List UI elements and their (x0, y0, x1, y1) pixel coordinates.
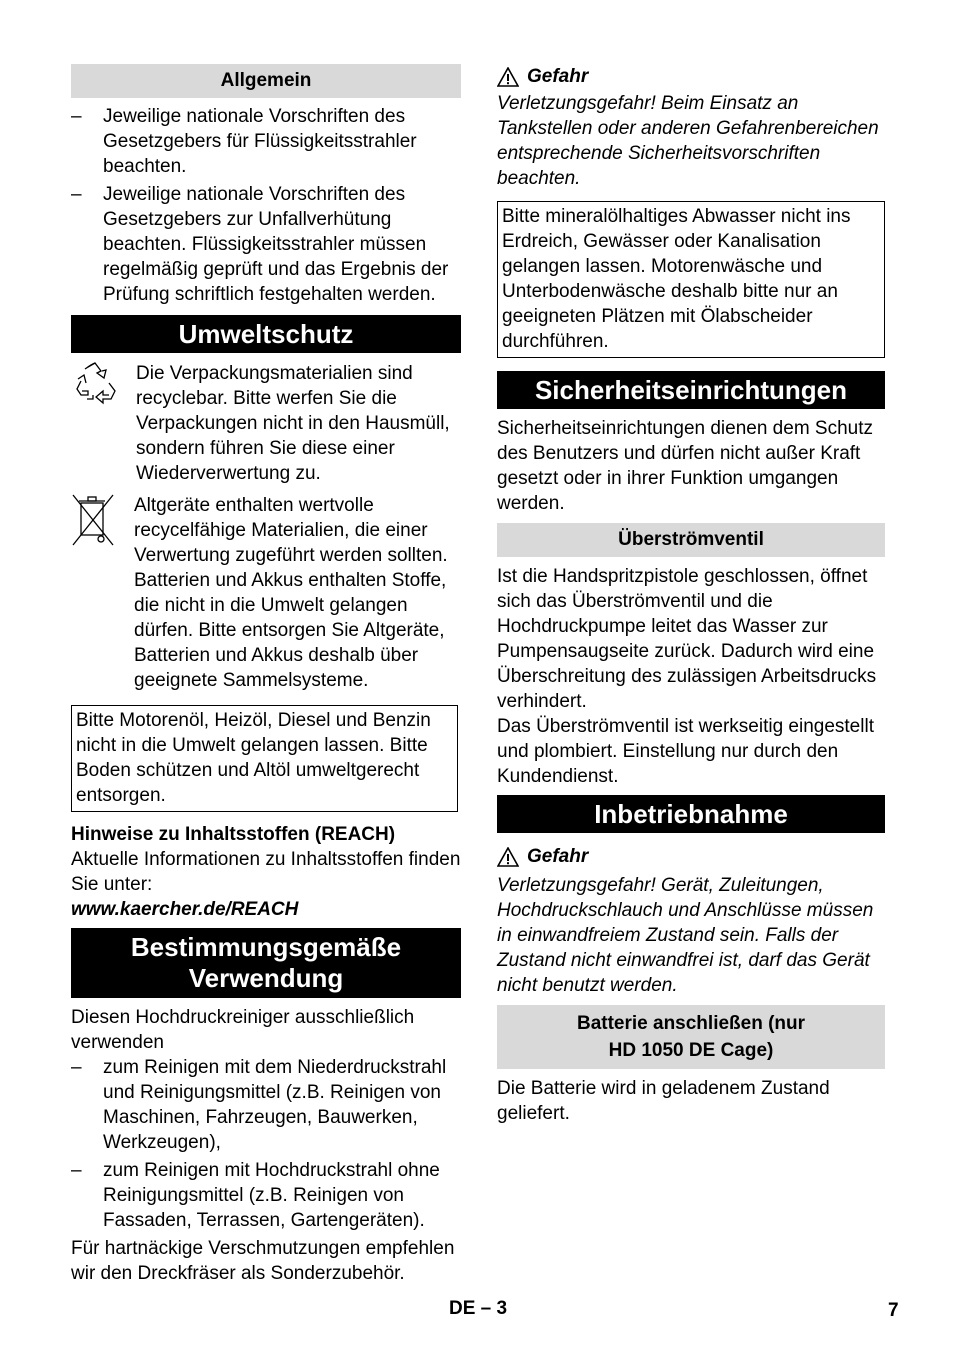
list-item: – Jeweilige nationale Vorschriften des Gesetzgebers für Flüssigkeitsstrahler beachten. (71, 104, 461, 179)
danger-text: Verletzungsgefahr! Gerät, Zuleitungen, Hochdruckschlauch und Anschlüsse müssen in einwandfreiem Zustand sein. Falls der Zustand nicht einwandfrei ist, darf das Gerät nicht benutzt werden. (497, 875, 874, 996)
recycling-text: Die Verpackungsmaterialien sind recyclebar. Bitte werfen Sie die Verpackungen nicht in den Hausmüll, sondern führen Sie diese einer Wiederverwertung zu. (136, 363, 450, 484)
danger-notice-title (497, 64, 885, 89)
warning-triangle-icon (497, 67, 519, 87)
right-column (497, 64, 885, 1126)
reach-text: Aktuelle Informationen zu Inhaltsstoffen finden Sie unter: (71, 849, 461, 895)
batterie-heading-line: HD 1050 DE Cage) (608, 1040, 774, 1061)
section-heading-sicherheit: Sicherheitseinrichtungen (497, 371, 885, 409)
oil-disposal-text: Bitte Motorenöl, Heizöl, Diesel und Benzin nicht in die Umwelt gelangen lassen. Bitte Boden schützen und Altöl umweltgerecht entsorgen. (76, 710, 431, 806)
danger-text: Verletzungsgefahr! Beim Einsatz an Tankstellen oder anderen Gefahrenbereichen entsprechende Sicherheitsvorschriften beachten. (497, 93, 879, 189)
batterie-text: Die Batterie wird in geladenem Zustand geliefert. (497, 1078, 830, 1124)
wastewater-text: Bitte mineralölhaltiges Abwasser nicht ins Erdreich, Gewässer oder Kanalisation gelangen lassen. Motorenwäsche und Unterbodenwäsche deshalb bitte nur an geeigneten Plätzen mit Ölabscheider durchführen. (502, 206, 851, 352)
danger-title: Gefahr (527, 66, 589, 87)
bestimmung-list (71, 1055, 461, 1233)
ueberstroem-text-2: Das Überströmventil ist werkseitig eingestellt und plombiert. Einstellung nur durch den Kundendienst. (497, 716, 874, 787)
left-column (71, 64, 461, 1286)
bestimmung-intro: Diesen Hochdruckreiniger ausschließlich verwenden (71, 1007, 415, 1053)
wastewater-notice (497, 201, 885, 358)
crossed-bin-icon (71, 493, 134, 554)
reach-link[interactable]: www.kaercher.de/REACH (71, 899, 299, 920)
section-heading-umweltschutz: Umweltschutz (71, 315, 461, 353)
footer-page-number: 7 (888, 1300, 899, 1321)
reach-title: Hinweise zu Inhaltsstoffen (REACH) (71, 824, 396, 845)
bestimmung-outro: Für hartnäckige Verschmutzungen empfehlen wir den Dreckfräser als Sonderzubehör. (71, 1238, 455, 1284)
allgemein-list (71, 104, 461, 307)
list-item: – zum Reinigen mit Hochdruckstrahl ohne Reinigungsmittel (z.B. Reinigen von Fassaden, Terrassen, Gartengeräten). (71, 1158, 461, 1233)
danger-notice-title (497, 844, 885, 869)
weee-text: Altgeräte enthalten wertvolle recycelfähige Materialien, die einer Verwertung zugeführt werden sollten. Batterien und Akkus enthalten Stoffe, die nicht in die Umwelt gelangen dürfen. Bitte entsorgen Sie Altgeräte, Batterien und Akkus deshalb über geeignete Sammelsysteme. (134, 495, 448, 691)
section-heading-inbetriebnahme: Inbetriebnahme (497, 795, 885, 833)
oil-disposal-notice (71, 705, 458, 812)
section-heading-allgemein: Allgemein (71, 64, 461, 98)
recycling-notice (71, 361, 461, 486)
sicherheit-text: Sicherheitseinrichtungen dienen dem Schutz des Benutzers und dürfen nicht außer Kraft gesetzt oder in ihrer Funktion umgangen werden. (497, 418, 874, 514)
recycling-icon (71, 361, 136, 414)
ueberstroem-text-1: Ist die Handspritzpistole geschlossen, öffnet sich das Überströmventil und die Hochdruckpumpe leitet das Wasser zur Pumpensaugseite zurück. Dadurch wird eine Überschreitung des zulässigen Arbeitsdrucks verhindert. (497, 566, 877, 712)
section-heading-batterie (497, 1005, 885, 1069)
footer-page-label: DE – 3 (449, 1298, 508, 1319)
warning-triangle-icon (497, 847, 519, 867)
list-item: – zum Reinigen mit dem Niederdruckstrahl und Reinigungsmittel (z.B. Reinigen von Maschinen, Fahrzeugen, Bauwerken, Werkzeugen), (71, 1055, 461, 1155)
section-heading-bestimmung: Bestimmungsgemäße Verwendung (71, 928, 461, 998)
weee-notice (71, 493, 461, 693)
section-heading-ueberstroemventil: Überströmventil (497, 523, 885, 557)
danger-title: Gefahr (527, 846, 589, 867)
list-item: – Jeweilige nationale Vorschriften des Gesetzgebers zur Unfallverhütung beachten. Flüssigkeitsstrahler müssen regelmäßig geprüft und das Ergebnis der Prüfung schriftlich festgehalten werden. (71, 182, 461, 307)
batterie-heading-line: Batterie anschließen (nur (576, 1013, 806, 1034)
